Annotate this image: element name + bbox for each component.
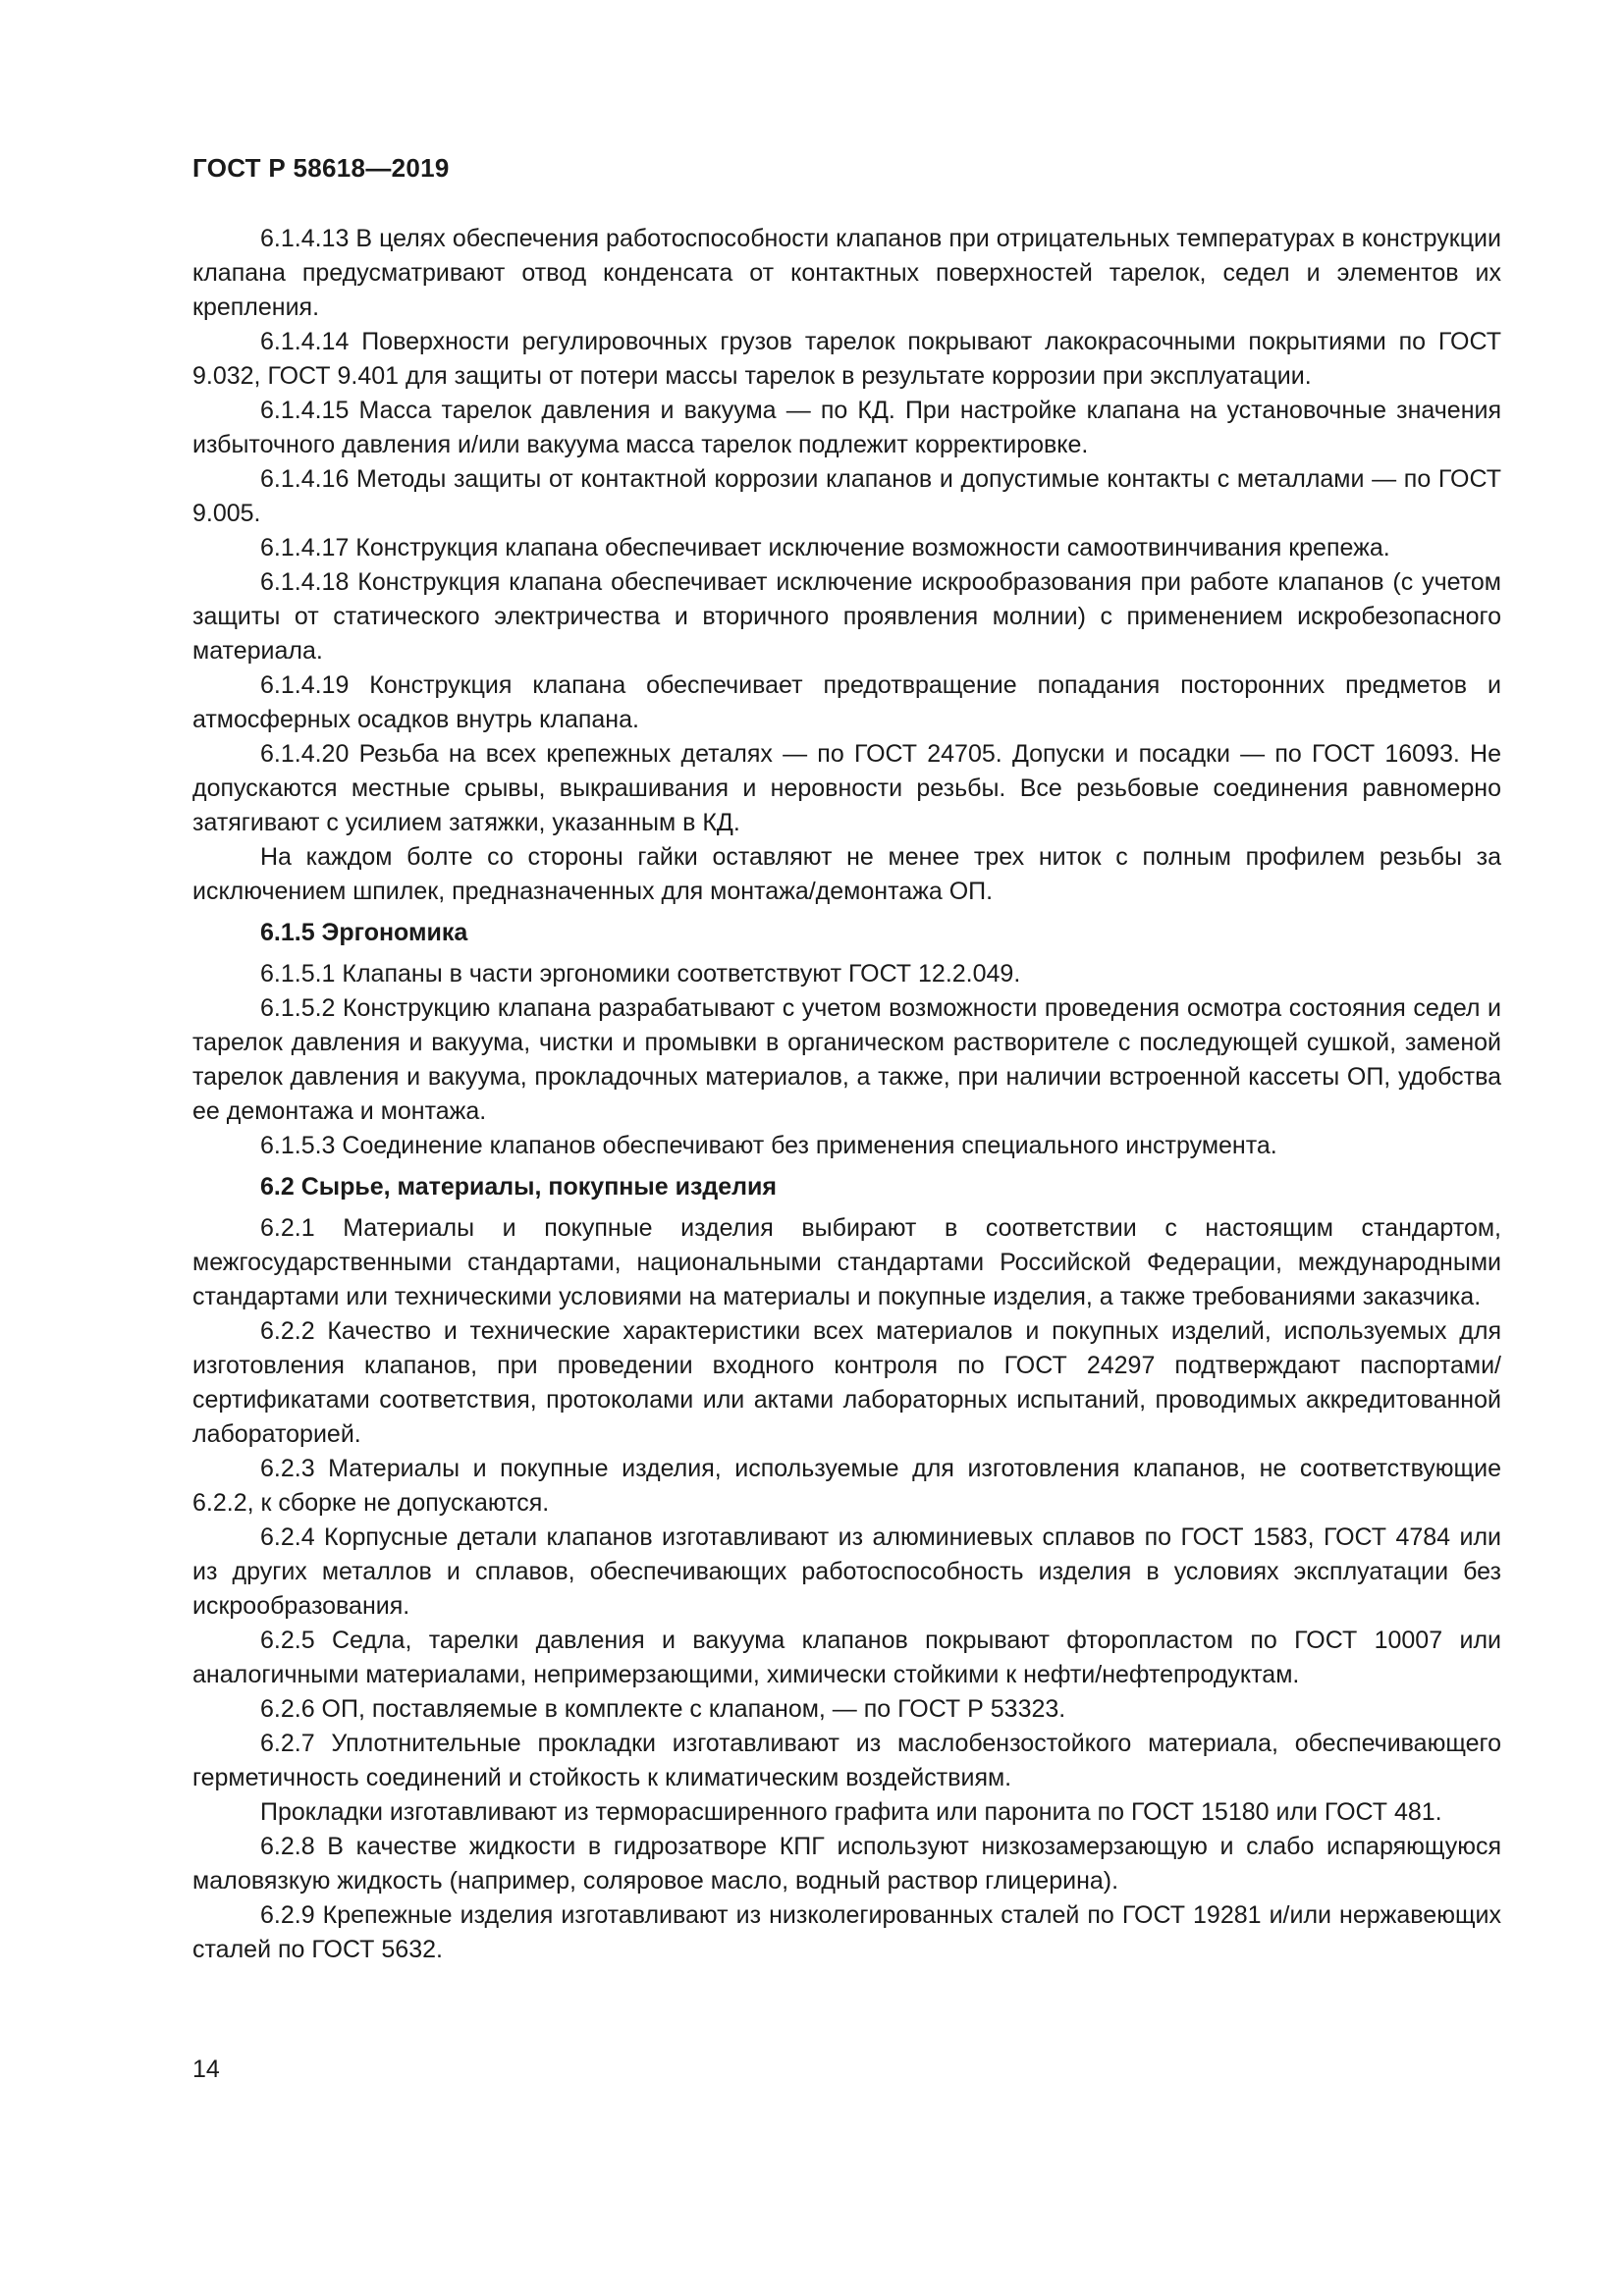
paragraph-6-2-9: 6.2.9 Крепежные изделия изготавливают из низколегированных сталей по ГОСТ 19281 и/или нержавеющих сталей по ГОСТ 5632. bbox=[192, 1901, 1501, 1963]
paragraph-6-1-4-20: 6.1.4.20 Резьба на всех крепежных деталях — по ГОСТ 24705. Допуски и посадки — по ГОСТ 16093. Не допускаются местные срывы, выкрашивания и неровности резьбы. Все резьбовые соединения равномерно затягивают с усилием затяжки, указанным в КД. bbox=[192, 740, 1501, 836]
paragraph-6-1-4-19: 6.1.4.19 Конструкция клапана обеспечивает предотвращение попадания посторонних предметов и атмосферных осадков внутрь клапана. bbox=[192, 671, 1501, 733]
paragraph-6-1-5-1: 6.1.5.1 Клапаны в части эргономики соответствуют ГОСТ 12.2.049. bbox=[260, 960, 1021, 988]
paragraph-gaskets: Прокладки изготавливают из терморасширенного графита или паронита по ГОСТ 15180 или ГОСТ 481. bbox=[260, 1798, 1442, 1826]
paragraph-6-1-5-2: 6.1.5.2 Конструкцию клапана разрабатывают с учетом возможности проведения осмотра состояния седел и тарелок давления и вакуума, чистки и промывки в органическом растворителе с последующей сушкой, заменой тарелок давления и вакуума, прокладочных материалов, а также, при наличии встроенной кассеты ОП, удобства ее демонтажа и монтажа. bbox=[192, 994, 1501, 1125]
paragraph-6-2-4: 6.2.4 Корпусные детали клапанов изготавливают из алюминиевых сплавов по ГОСТ 1583, ГОСТ 4784 или из других металлов и сплавов, обеспечивающих работоспособность изделия в условиях эксплуатации без искрообразования. bbox=[192, 1523, 1501, 1620]
paragraph-6-2-1: 6.2.1 Материалы и покупные изделия выбирают в соответствии с настоящим стандартом, межгосударственными стандартами, национальными стандартами Российской Федерации, международными стандартами или техническими условиями на материалы и покупные изделия, а также требованиями заказчика. bbox=[192, 1214, 1501, 1310]
page-number: 14 bbox=[192, 2056, 220, 2083]
paragraph-6-2-7: 6.2.7 Уплотнительные прокладки изготавливают из маслобензостойкого материала, обеспечивающего герметичность соединений и стойкость к климатическим воздействиям. bbox=[192, 1730, 1501, 1791]
paragraph-6-1-4-14: 6.1.4.14 Поверхности регулировочных грузов тарелок покрывают лакокрасочными покрытиями по ГОСТ 9.032, ГОСТ 9.401 для защиты от потери массы тарелок в результате коррозии при эксплуатации. bbox=[192, 328, 1501, 390]
paragraph-6-2-6: 6.2.6 ОП, поставляемые в комплекте с клапаном, — по ГОСТ Р 53323. bbox=[260, 1695, 1066, 1723]
paragraph-6-1-4-17: 6.1.4.17 Конструкция клапана обеспечивает исключение возможности самоотвинчивания крепежа. bbox=[260, 534, 1390, 561]
paragraph-6-2-2: 6.2.2 Качество и технические характеристики всех материалов и покупных изделий, используемых для изготовления клапанов, при проведении входного контроля по ГОСТ 24297 подтверждают паспортами/сертификатами соответствия, протоколами или актами лабораторных испытаний, проводимых аккредитованной лабораторией. bbox=[192, 1317, 1501, 1448]
document-body bbox=[192, 222, 1501, 1967]
paragraph-6-2-8: 6.2.8 В качестве жидкости в гидрозатворе КПГ используют низкозамерзающую и слабо испаряющуюся маловязкую жидкость (например, соляровое масло, водный раствор глицерина). bbox=[192, 1833, 1501, 1895]
paragraph-6-1-4-15: 6.1.4.15 Масса тарелок давления и вакуума — по КД. При настройке клапана на установочные значения избыточного давления и/или вакуума масса тарелок подлежит корректировке. bbox=[192, 397, 1501, 458]
paragraph-6-1-5-3: 6.1.5.3 Соединение клапанов обеспечивают без применения специального инструмента. bbox=[260, 1132, 1277, 1159]
paragraph-bolt-threads: На каждом болте со стороны гайки оставляют не менее трех ниток с полным профилем резьбы за исключением шпилек, предназначенных для монтажа/демонтажа ОП. bbox=[192, 843, 1501, 905]
paragraph-6-1-4-18: 6.1.4.18 Конструкция клапана обеспечивает исключение искрообразования при работе клапанов (с учетом защиты от статического электричества и вторичного проявления молнии) с применением искробезопасного материала. bbox=[192, 568, 1501, 665]
document-header: ГОСТ Р 58618—2019 bbox=[192, 153, 450, 183]
paragraph-6-2-3: 6.2.3 Материалы и покупные изделия, используемые для изготовления клапанов, не соответствующие 6.2.2, к сборке не допускаются. bbox=[192, 1455, 1501, 1517]
section-heading-ergonomics: 6.1.5 Эргономика bbox=[260, 919, 468, 946]
section-heading-materials: 6.2 Сырье, материалы, покупные изделия bbox=[260, 1173, 778, 1201]
paragraph-6-2-5: 6.2.5 Седла, тарелки давления и вакуума клапанов покрывают фторопластом по ГОСТ 10007 или аналогичными материалами, непримерзающими, химически стойкими к нефти/нефтепродуктам. bbox=[192, 1627, 1501, 1688]
paragraph-6-1-4-16: 6.1.4.16 Методы защиты от контактной коррозии клапанов и допустимые контакты с металлами — по ГОСТ 9.005. bbox=[192, 465, 1501, 527]
paragraph-6-1-4-13: 6.1.4.13 В целях обеспечения работоспособности клапанов при отрицательных температурах в конструкции клапана предусматривают отвод конденсата от контактных поверхностей тарелок, седел и элементов их крепления. bbox=[192, 225, 1501, 321]
